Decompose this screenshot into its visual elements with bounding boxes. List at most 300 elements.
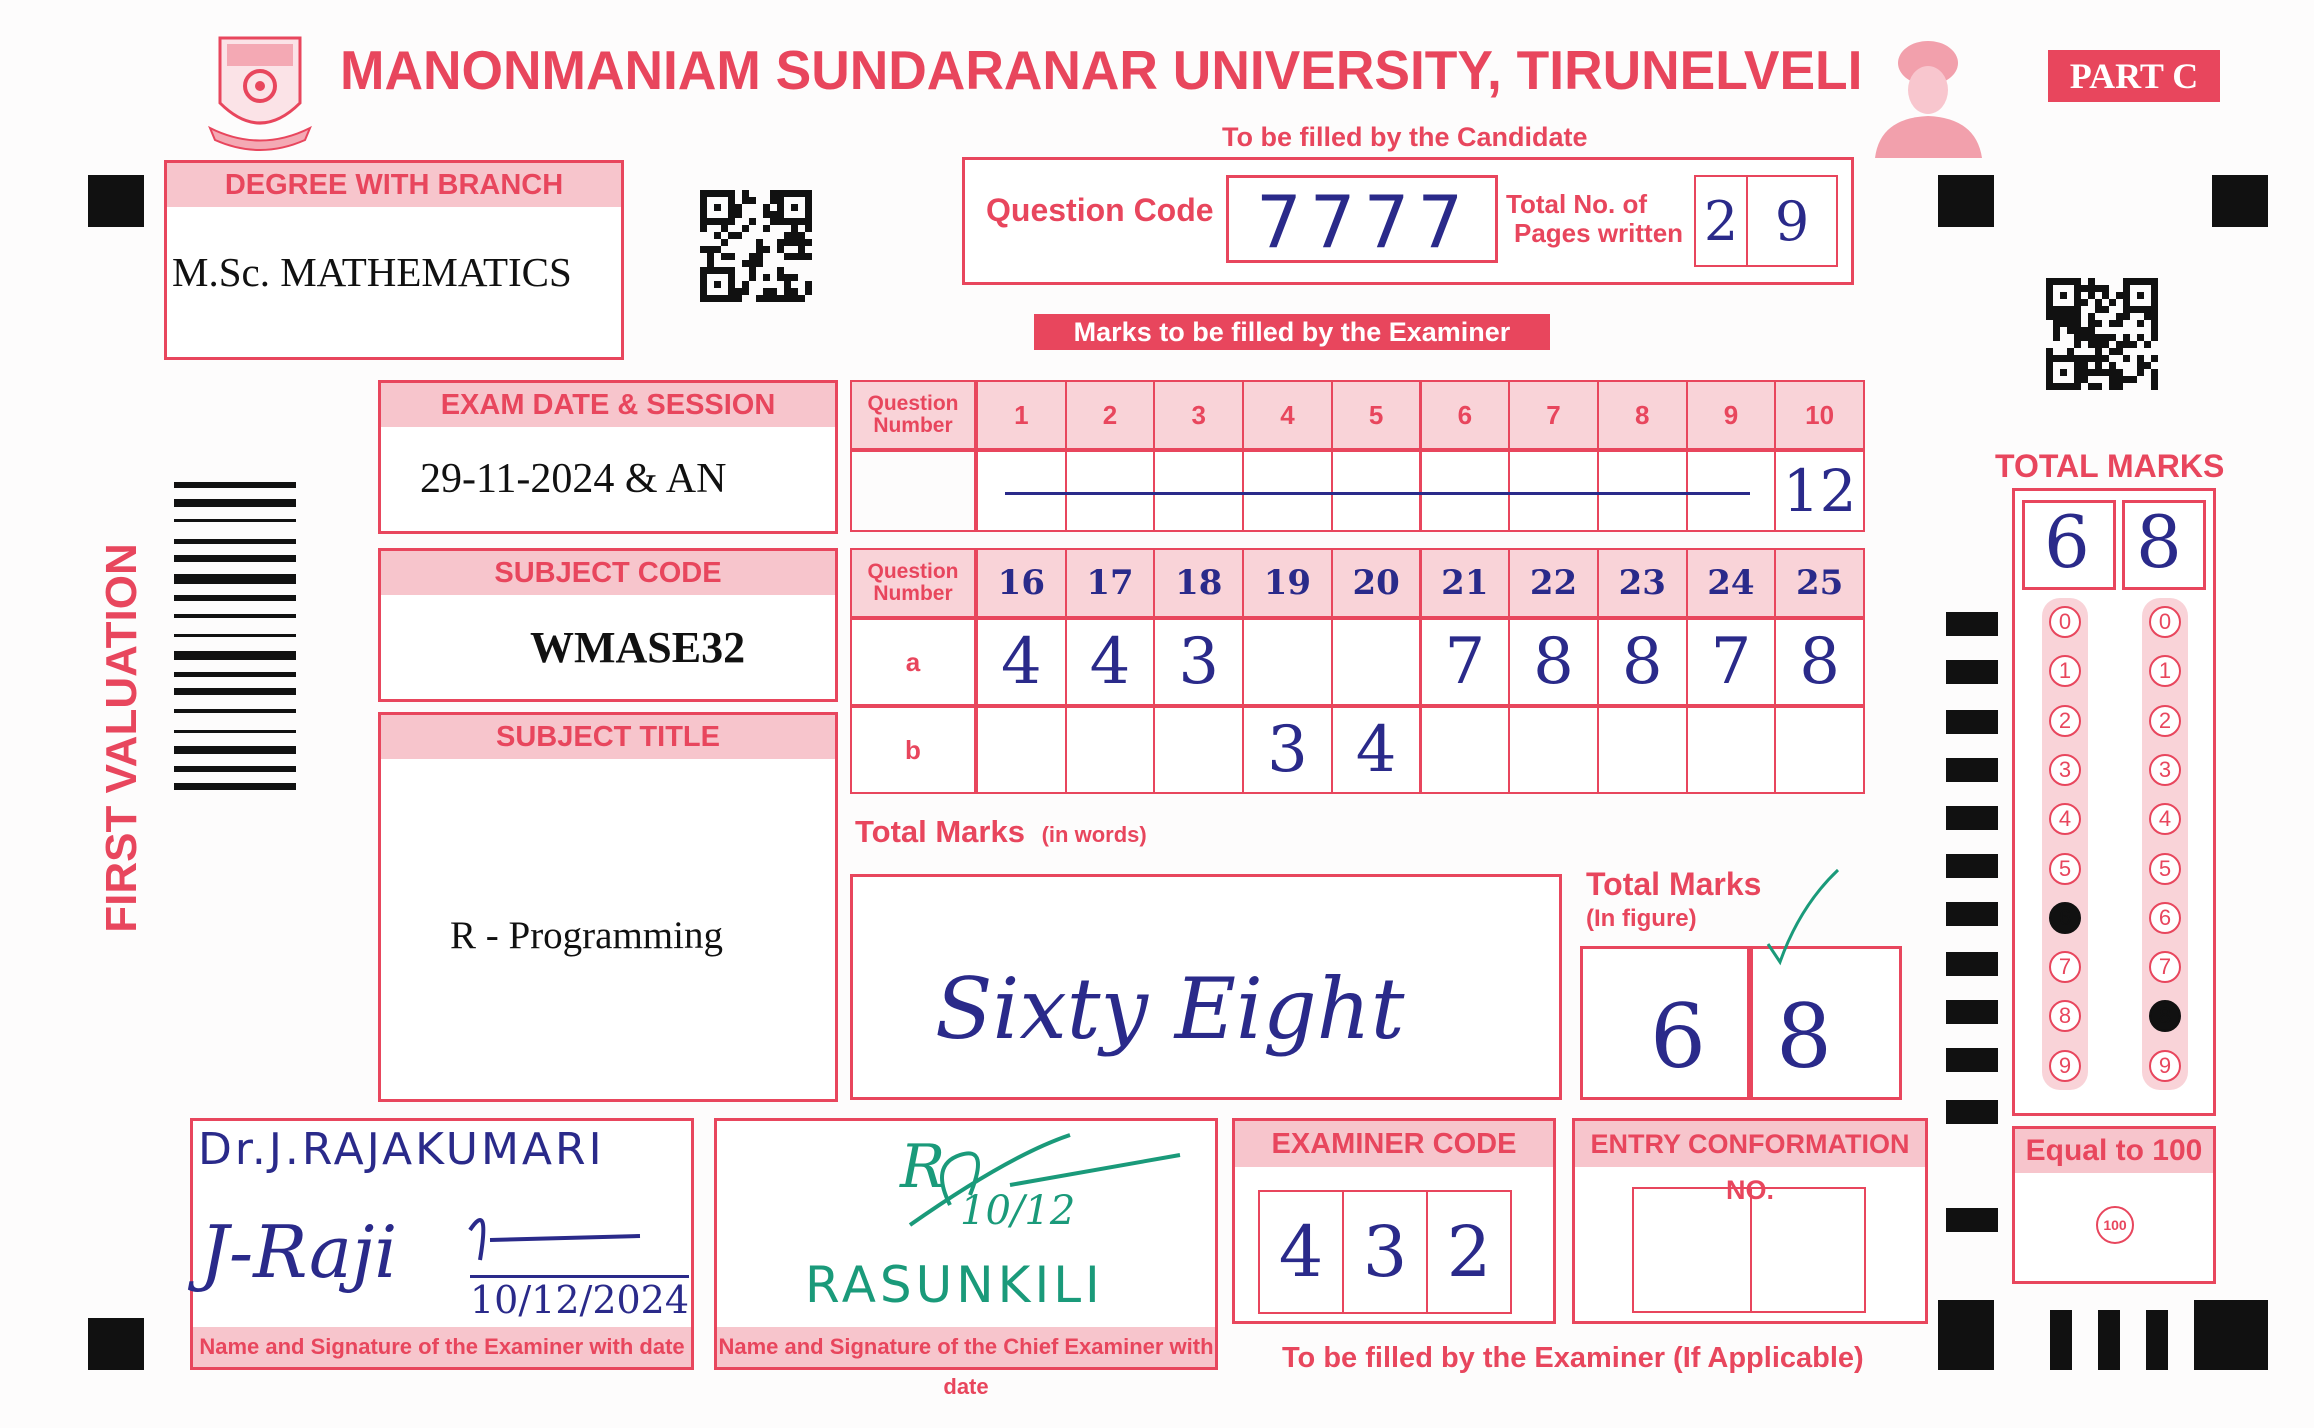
t1-mark-cell[interactable] [1508, 450, 1599, 532]
t2-question-value: 18 [1175, 563, 1223, 603]
qr-module [756, 246, 763, 253]
qr-module [2130, 327, 2137, 334]
t2-question-value: 17 [1086, 563, 1134, 603]
t2-row-b-cell[interactable] [976, 706, 1067, 794]
qr-module [2053, 313, 2060, 320]
qr-module [2137, 334, 2144, 341]
t1-mark-cell[interactable] [1774, 450, 1865, 532]
qr-module [2081, 306, 2088, 313]
t1-mark-cell[interactable] [1686, 450, 1777, 532]
timing-mark [1946, 902, 1998, 926]
qr-module [721, 197, 728, 204]
total-marks-bubble-col2[interactable]: 6 [2149, 902, 2181, 934]
t2-header-label: Question Number [850, 548, 976, 618]
t1-mark-cell[interactable] [1331, 450, 1422, 532]
t1-question-number: 5 [1331, 380, 1422, 450]
qr-module [728, 246, 735, 253]
t2-question-number [1686, 548, 1777, 618]
qr-module [2060, 313, 2067, 320]
timing-mark [1946, 1000, 1998, 1024]
total-marks-bubble-col1[interactable]: 6 [2049, 902, 2081, 934]
t2-row-b-cell[interactable] [1597, 706, 1688, 794]
total-marks-bubble-col2[interactable]: 5 [2149, 853, 2181, 885]
t1-mark-cell[interactable] [1242, 450, 1333, 532]
qr-module [2130, 355, 2137, 362]
qr-module [2123, 383, 2130, 390]
pages-digit-1-value: 2 [1703, 189, 1739, 253]
qr-module [2074, 341, 2081, 348]
barcode-bar [174, 574, 296, 584]
barcode-bar [174, 709, 296, 713]
qr-module [714, 246, 721, 253]
qr-module [2109, 306, 2116, 313]
qr-module [700, 267, 707, 274]
t2-row-a-cell[interactable] [1242, 618, 1333, 706]
qr-module [2130, 299, 2137, 306]
total-marks-bubble-col2[interactable]: 8 [2149, 1000, 2181, 1032]
t1-mark-cell[interactable] [1420, 450, 1511, 532]
qr-module [2088, 320, 2095, 327]
qr-module [784, 295, 791, 302]
qr-module [2109, 278, 2116, 285]
examiner-sign-flourish [450, 1200, 650, 1280]
qr-module [805, 239, 812, 246]
qr-module [763, 197, 770, 204]
subject-code-value: WMASE32 [530, 623, 746, 672]
qr-module [2095, 313, 2102, 320]
qr-module [2046, 376, 2053, 383]
qr-module [700, 281, 707, 288]
barcode-bar [174, 595, 296, 601]
qr-module [2060, 285, 2067, 292]
qr-module [770, 253, 777, 260]
qr-module [2095, 334, 2102, 341]
qr-module [742, 232, 749, 239]
qr-module [714, 211, 721, 218]
qr-module [798, 246, 805, 253]
qr-module [2088, 278, 2095, 285]
footer-note: To be filled by the Examiner (If Applicable) [1282, 1342, 1864, 1374]
qr-module [735, 260, 742, 267]
qr-module [2130, 369, 2137, 376]
qr-module [756, 295, 763, 302]
qr-module [728, 274, 735, 281]
qr-module [735, 197, 742, 204]
examiner-code-digit-cell[interactable] [1342, 1190, 1428, 1314]
qr-module [2088, 362, 2095, 369]
qr-module [2074, 320, 2081, 327]
qr-module [2081, 362, 2088, 369]
total-marks-bubble-col1[interactable]: 0 [2049, 606, 2081, 638]
qr-module [2081, 334, 2088, 341]
t2-question-value: 19 [1263, 563, 1312, 603]
qr-module [714, 253, 721, 260]
qr-module [805, 253, 812, 260]
qr-module [2116, 334, 2123, 341]
qr-module [749, 197, 756, 204]
t2-question-value: 22 [1529, 563, 1578, 603]
qr-module [2088, 348, 2095, 355]
qr-module [2081, 376, 2088, 383]
qr-module [2116, 306, 2123, 313]
t2-row-b-cell[interactable] [1420, 706, 1511, 794]
qr-module [2067, 355, 2074, 362]
qr-module [2144, 285, 2151, 292]
qr-module [2123, 334, 2130, 341]
total-marks-bubble-col1[interactable]: 1 [2049, 655, 2081, 687]
t1-mark-cell[interactable] [1153, 450, 1244, 532]
t1-question-number: 1 [976, 380, 1067, 450]
qr-module [2144, 341, 2151, 348]
qr-module [756, 225, 763, 232]
qr-module [2060, 369, 2067, 376]
total-marks-bubble-col2[interactable]: 9 [2149, 1050, 2181, 1082]
qr-module [756, 204, 763, 211]
qr-module [763, 260, 770, 267]
qr-module [2102, 313, 2109, 320]
qr-module [2060, 306, 2067, 313]
total-figure-label: Total Marks [1586, 866, 1762, 902]
qr-module [2116, 320, 2123, 327]
qr-module [798, 190, 805, 197]
qr-module [700, 190, 707, 197]
qr-module [2095, 383, 2102, 390]
qr-module [770, 232, 777, 239]
qr-module [714, 281, 721, 288]
timing-mark [1946, 1100, 1998, 1124]
total-marks-bubble-col2[interactable]: 2 [2149, 705, 2181, 737]
qr-module [707, 211, 714, 218]
total-marks-bubble-col2[interactable]: 4 [2149, 803, 2181, 835]
qr-module [770, 274, 777, 281]
qr-module [2102, 299, 2109, 306]
qr-module [756, 260, 763, 267]
total-marks-bubble-col1[interactable]: 2 [2049, 705, 2081, 737]
qr-module [2053, 355, 2060, 362]
entry-conf-cell-2[interactable] [1750, 1187, 1866, 1313]
qr-module [2137, 327, 2144, 334]
qr-module [2074, 334, 2081, 341]
t2-row-b-cell[interactable] [1686, 706, 1777, 794]
qr-module [2130, 334, 2137, 341]
qr-module [2137, 292, 2144, 299]
qr-module [2144, 278, 2151, 285]
t2-row-a-value: 8 [1799, 625, 1840, 699]
timing-mark [1946, 854, 1998, 878]
t2-row-a-cell[interactable] [1508, 618, 1599, 706]
first-valuation-label: FIRST VALUATION [97, 543, 146, 933]
qr-module [2130, 383, 2137, 390]
qr-module [2074, 369, 2081, 376]
subject-code-label: SUBJECT CODE [381, 551, 835, 595]
qr-module [798, 232, 805, 239]
t2-row-b-cell[interactable] [1065, 706, 1156, 794]
t2-row-a-cell[interactable] [976, 618, 1067, 706]
total-words-sub: (in words) [1041, 822, 1147, 847]
qr-module [735, 246, 742, 253]
qr-code [700, 190, 812, 302]
qr-module [2081, 341, 2088, 348]
qr-module [784, 204, 791, 211]
qr-module [2109, 383, 2116, 390]
barcode-bar [174, 539, 296, 544]
t2-question-number [1242, 548, 1333, 618]
t1-mark-cell[interactable] [1597, 450, 1688, 532]
pages-label-1: Total No. of [1506, 189, 1648, 219]
qr-module [721, 218, 728, 225]
qr-module [2109, 341, 2116, 348]
qr-module [2102, 334, 2109, 341]
qr-module [791, 197, 798, 204]
qr-module [721, 211, 728, 218]
qr-module [2067, 369, 2074, 376]
qr-module [777, 260, 784, 267]
chief-signature-caption: Name and Signature of the Chief Examiner with date [717, 1327, 1215, 1367]
qr-module [791, 232, 798, 239]
qr-module [2046, 320, 2053, 327]
t1-mark-cell[interactable] [976, 450, 1067, 532]
qr-module [2095, 355, 2102, 362]
qr-module [735, 190, 742, 197]
qr-module [749, 260, 756, 267]
entry-conf-cell-1[interactable] [1632, 1187, 1752, 1313]
registration-mark [88, 1318, 144, 1370]
qr-module [2137, 355, 2144, 362]
barcode-bar [174, 672, 296, 677]
qr-module [2109, 369, 2116, 376]
qr-module [714, 204, 721, 211]
qr-module [2123, 306, 2130, 313]
qr-module [2074, 383, 2081, 390]
qr-module [2130, 306, 2137, 313]
t2-row-a-cell[interactable] [1420, 618, 1511, 706]
total-marks-bubble-col2[interactable]: 3 [2149, 754, 2181, 786]
t2-row-b-cell[interactable] [1508, 706, 1599, 794]
qr-module [756, 211, 763, 218]
qr-module [721, 246, 728, 253]
qr-module [728, 295, 735, 302]
qr-module [2109, 327, 2116, 334]
qr-module [728, 288, 735, 295]
qr-module [2088, 355, 2095, 362]
t1-mark-cell[interactable] [1065, 450, 1156, 532]
qr-module [2137, 313, 2144, 320]
qr-module [749, 218, 756, 225]
qr-module [2151, 292, 2158, 299]
qr-module [756, 190, 763, 197]
qr-module [770, 281, 777, 288]
qr-module [707, 260, 714, 267]
examiner-code-digit: 2 [1446, 1211, 1492, 1293]
total-words-label [855, 814, 1147, 850]
qr-module [2109, 320, 2116, 327]
qr-module [700, 225, 707, 232]
total-marks-bubble-col1[interactable]: 8 [2049, 1000, 2081, 1032]
qr-module [707, 190, 714, 197]
qr-module [805, 281, 812, 288]
total-marks-bubble-col1[interactable]: 5 [2049, 853, 2081, 885]
examiner-code-digit-cell[interactable] [1258, 1190, 1344, 1314]
examiner-code-digit: 3 [1362, 1211, 1408, 1293]
qr-module [2095, 348, 2102, 355]
qr-module [791, 281, 798, 288]
t2-question-value: 24 [1707, 563, 1755, 603]
qr-module [2081, 369, 2088, 376]
qr-module [721, 295, 728, 302]
timing-mark [1946, 952, 1998, 976]
qr-module [2067, 362, 2074, 369]
bubble-100[interactable]: 100 [2096, 1206, 2134, 1244]
qr-module [721, 253, 728, 260]
qr-module [777, 281, 784, 288]
qr-module [784, 274, 791, 281]
candidate-note: To be filled by the Candidate [1222, 122, 1588, 152]
qr-module [2095, 369, 2102, 376]
qr-module [2088, 327, 2095, 334]
qr-module [2102, 355, 2109, 362]
qr-module [777, 211, 784, 218]
t2-row-a-cell[interactable] [1331, 618, 1422, 706]
qr-module [714, 288, 721, 295]
qr-module [763, 295, 770, 302]
qr-module [2074, 327, 2081, 334]
qr-module [2116, 327, 2123, 334]
timing-mark [1946, 710, 1998, 734]
t2-question-number [1153, 548, 1244, 618]
qr-module [2102, 285, 2109, 292]
qr-module [798, 274, 805, 281]
qr-module [2151, 299, 2158, 306]
qr-module [777, 218, 784, 225]
qr-module [2130, 292, 2137, 299]
t2-row-a-cell[interactable] [1774, 618, 1865, 706]
total-marks-bubble-col1[interactable]: 4 [2049, 803, 2081, 835]
qr-module [2102, 341, 2109, 348]
t2-row-b-cell[interactable] [1331, 706, 1422, 794]
qr-module [763, 253, 770, 260]
qr-module [777, 267, 784, 274]
qr-module [2053, 327, 2060, 334]
barcode [174, 482, 296, 952]
t2-question-value: 25 [1795, 563, 1844, 603]
qr-module [756, 232, 763, 239]
total-figure-digit-1: 6 [1650, 985, 1706, 1088]
university-logo [205, 28, 315, 153]
qr-module [728, 218, 735, 225]
qr-module [2123, 369, 2130, 376]
qr-module [2060, 292, 2067, 299]
qr-module [2046, 285, 2053, 292]
qr-module [749, 225, 756, 232]
pages-digit-2-value: 9 [1774, 189, 1810, 253]
qr-module [700, 253, 707, 260]
qr-module [700, 288, 707, 295]
t2-row-b-cell[interactable] [1774, 706, 1865, 794]
registration-mark [1938, 175, 1994, 227]
qr-module [735, 218, 742, 225]
t2-row-a-cell[interactable] [1597, 618, 1688, 706]
question-code-value: 7777 [1256, 180, 1472, 264]
t2-row-b-cell[interactable] [1242, 706, 1333, 794]
registration-mark [1938, 1300, 1994, 1370]
total-marks-bubble-col2[interactable]: 0 [2149, 606, 2181, 638]
qr-module [2053, 278, 2060, 285]
examiner-code-digit-cell[interactable] [1426, 1190, 1512, 1314]
barcode-bar [174, 499, 296, 507]
t1-question-number: 2 [1065, 380, 1156, 450]
qr-module [700, 239, 707, 246]
t2-row-a-value: 8 [1621, 625, 1663, 699]
qr-module [721, 225, 728, 232]
qr-module [2081, 278, 2088, 285]
qr-module [735, 274, 742, 281]
t2-question-value: 23 [1618, 563, 1666, 603]
total-marks-bubble-col2[interactable]: 1 [2149, 655, 2181, 687]
qr-module [749, 281, 756, 288]
qr-module [714, 225, 721, 232]
qr-module [2053, 341, 2060, 348]
total-marks-bubble-col2[interactable]: 7 [2149, 951, 2181, 983]
barcode-bar [174, 519, 296, 522]
qr-module [2053, 292, 2060, 299]
qr-module [735, 239, 742, 246]
qr-module [798, 204, 805, 211]
qr-module [2060, 320, 2067, 327]
qr-module [721, 204, 728, 211]
qr-module [2144, 292, 2151, 299]
exam-date-label: EXAM DATE & SESSION [381, 383, 835, 427]
qr-module [2123, 292, 2130, 299]
qr-module [791, 260, 798, 267]
total-marks-bubble-col1[interactable]: 9 [2049, 1050, 2081, 1082]
total-marks-bubble-col1[interactable]: 3 [2049, 754, 2081, 786]
qr-module [2123, 362, 2130, 369]
degree-value: M.Sc. MATHEMATICS [172, 249, 572, 295]
t2-row-a-cell[interactable] [1065, 618, 1156, 706]
qr-module [2046, 341, 2053, 348]
qr-module [2060, 376, 2067, 383]
t2-question-value: 20 [1352, 563, 1400, 603]
t2-row-a-value: 7 [1710, 625, 1752, 699]
qr-module [770, 260, 777, 267]
qr-module [735, 288, 742, 295]
qr-module [2053, 362, 2060, 369]
timing-mark [1946, 1208, 1998, 1232]
barcode-bar [174, 482, 296, 488]
qr-code [2046, 278, 2158, 390]
check-mark-icon [1760, 866, 1840, 966]
qr-module [2060, 278, 2067, 285]
qr-module [2053, 348, 2060, 355]
t2-row-a-cell[interactable] [1153, 618, 1244, 706]
entry-conf-label: ENTRY CONFORMATION NO. [1575, 1121, 1925, 1167]
registration-mark [88, 175, 144, 227]
qr-module [2088, 299, 2095, 306]
qr-module [714, 260, 721, 267]
barcode-bar [174, 783, 296, 790]
qr-module [2053, 383, 2060, 390]
qr-module [749, 190, 756, 197]
t1-mark-value: 12 [1782, 457, 1857, 525]
qr-module [784, 246, 791, 253]
qr-module [2088, 376, 2095, 383]
t2-row-b-cell[interactable] [1153, 706, 1244, 794]
t2-row-a-cell[interactable] [1686, 618, 1777, 706]
qr-module [798, 295, 805, 302]
qr-module [798, 281, 805, 288]
qr-module [742, 218, 749, 225]
total-marks-bubble-col1[interactable]: 7 [2049, 951, 2081, 983]
